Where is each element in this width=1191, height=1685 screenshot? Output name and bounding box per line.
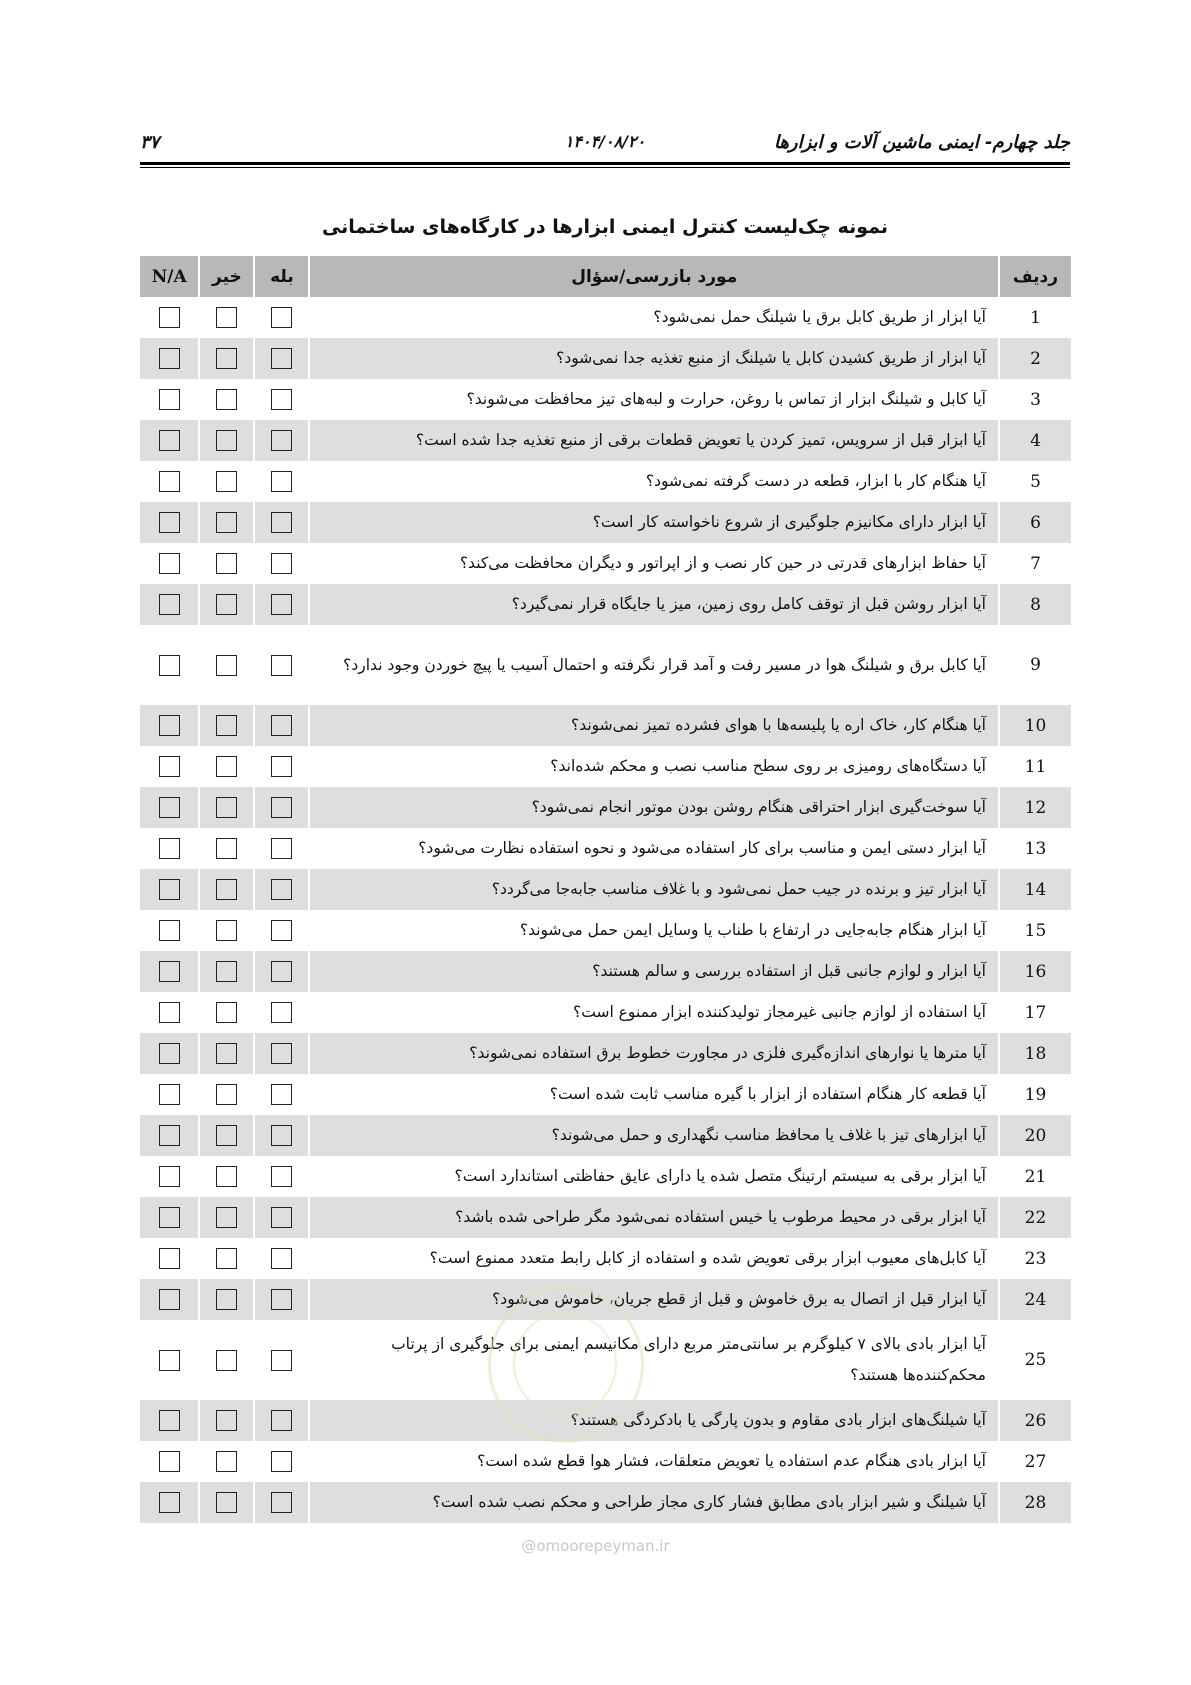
- row-number: 25: [999, 1320, 1071, 1400]
- cell-yes: [254, 1441, 309, 1482]
- cell-no: [199, 584, 254, 625]
- cell-na: [140, 951, 199, 992]
- checkbox-yes[interactable]: [271, 756, 292, 777]
- cell-no: [199, 625, 254, 705]
- row-number: 14: [999, 869, 1071, 910]
- question-text: آیا شیلنگ و شیر ابزار بادی مطابق فشار کاری مجاز طراحی و محکم نصب شده است؟: [309, 1482, 999, 1523]
- cell-no: [199, 338, 254, 379]
- row-number: 22: [999, 1197, 1071, 1238]
- cell-no: [199, 828, 254, 869]
- row-number: 19: [999, 1074, 1071, 1115]
- checkbox-no[interactable]: [216, 594, 237, 615]
- table-row: [140, 502, 1071, 543]
- cell-no: [199, 1115, 254, 1156]
- question-text: آیا دستگاه‌های رومیزی بر روی سطح مناسب نصب و محکم شده‌اند؟: [309, 746, 999, 787]
- cell-na: [140, 705, 199, 746]
- question-text: آیا کابل و شیلنگ ابزار از تماس با روغن، حرارت و لبه‌های تیز محافظت می‌شوند؟: [309, 379, 999, 420]
- row-number: 20: [999, 1115, 1071, 1156]
- checkbox-yes[interactable]: [271, 1125, 292, 1146]
- row-number: 28: [999, 1482, 1071, 1523]
- cell-no: [199, 951, 254, 992]
- cell-na: [140, 1197, 199, 1238]
- checkbox-na[interactable]: [159, 1002, 180, 1023]
- row-number: 3: [999, 379, 1071, 420]
- checkbox-na[interactable]: [159, 961, 180, 982]
- checkbox-yes[interactable]: [271, 1166, 292, 1187]
- cell-yes: [254, 869, 309, 910]
- page-number: ۳۷: [140, 132, 160, 153]
- checkbox-no[interactable]: [216, 655, 237, 676]
- cell-na: [140, 625, 199, 705]
- col-header-na: N/A: [140, 256, 199, 297]
- cell-na: [140, 787, 199, 828]
- question-text: آیا ابزار بادی بالای ۷ کیلوگرم بر سانتی‌متر مربع دارای مکانیسم ایمنی برای جلوگیری از پرتاب محکم‌کننده‌ها هستند؟: [309, 1320, 999, 1400]
- cell-na: [140, 543, 199, 584]
- checkbox-na[interactable]: [159, 838, 180, 859]
- checkbox-na[interactable]: [159, 1166, 180, 1187]
- checkbox-no[interactable]: [216, 838, 237, 859]
- cell-na: [140, 869, 199, 910]
- cell-yes: [254, 584, 309, 625]
- checkbox-na[interactable]: [159, 512, 180, 533]
- table-row: [140, 1197, 1071, 1238]
- cell-yes: [254, 910, 309, 951]
- cell-na: [140, 461, 199, 502]
- checkbox-na[interactable]: [159, 553, 180, 574]
- checkbox-no[interactable]: [216, 1207, 237, 1228]
- table-row: [140, 420, 1071, 461]
- cell-no: [199, 705, 254, 746]
- question-text: آیا ابزارهای تیز با غلاف یا محافظ مناسب نگهداری و حمل می‌شوند؟: [309, 1115, 999, 1156]
- cell-na: [140, 1156, 199, 1197]
- checkbox-yes[interactable]: [271, 430, 292, 451]
- cell-no: [199, 297, 254, 338]
- checkbox-yes[interactable]: [271, 655, 292, 676]
- checkbox-no[interactable]: [216, 797, 237, 818]
- checkbox-na[interactable]: [159, 1207, 180, 1228]
- checkbox-no[interactable]: [216, 1166, 237, 1187]
- row-number: 6: [999, 502, 1071, 543]
- cell-na: [140, 297, 199, 338]
- checkbox-na[interactable]: [159, 1410, 180, 1431]
- checkbox-yes[interactable]: [271, 389, 292, 410]
- cell-yes: [254, 787, 309, 828]
- book-title: جلد چهارم- ایمنی ماشین آلات و ابزارها: [773, 132, 1070, 153]
- row-number: 1: [999, 297, 1071, 338]
- header-date: ۱۴۰۴/۰۸/۲۰: [564, 132, 646, 151]
- cell-no: [199, 1197, 254, 1238]
- question-text: آیا قطعه کار هنگام استفاده از ابزار با گیره مناسب ثابت شده است؟: [309, 1074, 999, 1115]
- question-text: آیا سوخت‌گیری ابزار احتراقی هنگام روشن بودن موتور انجام نمی‌شود؟: [309, 787, 999, 828]
- checkbox-yes[interactable]: [271, 1084, 292, 1105]
- question-text: آیا هنگام کار، خاک اره یا پلیسه‌ها با هوای فشرده تمیز نمی‌شوند؟: [309, 705, 999, 746]
- checkbox-na[interactable]: [159, 430, 180, 451]
- checkbox-na[interactable]: [159, 715, 180, 736]
- row-number: 26: [999, 1400, 1071, 1441]
- checkbox-na[interactable]: [159, 1289, 180, 1310]
- cell-na: [140, 828, 199, 869]
- table-row: [140, 992, 1071, 1033]
- checkbox-yes[interactable]: [271, 553, 292, 574]
- checkbox-no[interactable]: [216, 1410, 237, 1431]
- question-text: آیا شیلنگ‌های ابزار بادی مقاوم و بدون پارگی یا بادکردگی هستند؟: [309, 1400, 999, 1441]
- question-text: آیا ابزار دارای مکانیزم جلوگیری از شروع ناخواسته کار است؟: [309, 502, 999, 543]
- checkbox-yes[interactable]: [271, 1451, 292, 1472]
- col-header-question: مورد بازرسی/سؤال: [309, 256, 999, 297]
- checkbox-no[interactable]: [216, 307, 237, 328]
- checkbox-yes[interactable]: [271, 307, 292, 328]
- checkbox-no[interactable]: [216, 471, 237, 492]
- cell-na: [140, 1441, 199, 1482]
- table-header-row: [140, 256, 1071, 297]
- cell-yes: [254, 746, 309, 787]
- cell-no: [199, 502, 254, 543]
- table-row: [140, 379, 1071, 420]
- cell-na: [140, 420, 199, 461]
- question-text: آیا ابزار برقی به سیستم ارتینگ متصل شده یا دارای عایق حفاظتی استاندارد است؟: [309, 1156, 999, 1197]
- checkbox-no[interactable]: [216, 1125, 237, 1146]
- cell-no: [199, 1400, 254, 1441]
- checkbox-yes[interactable]: [271, 348, 292, 369]
- cell-yes: [254, 1320, 309, 1400]
- cell-yes: [254, 1033, 309, 1074]
- cell-yes: [254, 1156, 309, 1197]
- row-number: 10: [999, 705, 1071, 746]
- cell-yes: [254, 502, 309, 543]
- checkbox-no[interactable]: [216, 879, 237, 900]
- checkbox-yes[interactable]: [271, 1248, 292, 1269]
- table-row: [140, 1400, 1071, 1441]
- checkbox-yes[interactable]: [271, 1410, 292, 1431]
- checkbox-no[interactable]: [216, 920, 237, 941]
- cell-na: [140, 502, 199, 543]
- question-text: آیا حفاظ ابزارهای قدرتی در حین کار نصب و از اپراتور و دیگران محافظت می‌کند؟: [309, 543, 999, 584]
- cell-na: [140, 1320, 199, 1400]
- cell-yes: [254, 1115, 309, 1156]
- cell-yes: [254, 461, 309, 502]
- table-row: [140, 951, 1071, 992]
- cell-na: [140, 746, 199, 787]
- cell-yes: [254, 951, 309, 992]
- checkbox-na[interactable]: [159, 471, 180, 492]
- row-number: 24: [999, 1279, 1071, 1320]
- checkbox-na[interactable]: [159, 594, 180, 615]
- checkbox-yes[interactable]: [271, 961, 292, 982]
- row-number: 2: [999, 338, 1071, 379]
- cell-no: [199, 787, 254, 828]
- table-row: [140, 910, 1071, 951]
- row-number: 9: [999, 625, 1071, 705]
- checkbox-no[interactable]: [216, 1043, 237, 1064]
- cell-no: [199, 1238, 254, 1279]
- checkbox-yes[interactable]: [271, 1207, 292, 1228]
- question-text: آیا ابزار و لوازم جانبی قبل از استفاده بررسی و سالم هستند؟: [309, 951, 999, 992]
- checkbox-na[interactable]: [159, 1125, 180, 1146]
- checkbox-no[interactable]: [216, 1248, 237, 1269]
- table-row: [140, 787, 1071, 828]
- col-header-no: خیر: [199, 256, 254, 297]
- checkbox-na[interactable]: [159, 879, 180, 900]
- cell-yes: [254, 1074, 309, 1115]
- checkbox-no[interactable]: [216, 430, 237, 451]
- cell-na: [140, 1238, 199, 1279]
- cell-no: [199, 1074, 254, 1115]
- cell-no: [199, 1279, 254, 1320]
- watermark-site: @omoorepeyman.ir: [521, 1537, 670, 1555]
- cell-yes: [254, 379, 309, 420]
- row-number: 18: [999, 1033, 1071, 1074]
- cell-no: [199, 1320, 254, 1400]
- checkbox-no[interactable]: [216, 756, 237, 777]
- row-number: 27: [999, 1441, 1071, 1482]
- checkbox-no[interactable]: [216, 553, 237, 574]
- cell-na: [140, 584, 199, 625]
- checkbox-na[interactable]: [159, 920, 180, 941]
- checkbox-na[interactable]: [159, 1248, 180, 1269]
- table-row: [140, 461, 1071, 502]
- running-header: [140, 128, 1070, 158]
- cell-no: [199, 869, 254, 910]
- row-number: 13: [999, 828, 1071, 869]
- cell-no: [199, 543, 254, 584]
- cell-no: [199, 461, 254, 502]
- checkbox-no[interactable]: [216, 1451, 237, 1472]
- table-row: [140, 1033, 1071, 1074]
- table-row: [140, 705, 1071, 746]
- question-text: آیا ابزار برقی در محیط مرطوب یا خیس استفاده نمی‌شود مگر طراحی شده باشد؟: [309, 1197, 999, 1238]
- checkbox-na[interactable]: [159, 348, 180, 369]
- table-row: [140, 1279, 1071, 1320]
- question-text: آیا کابل‌های معیوب ابزار برقی تعویض شده و استفاده از کابل رابط متعدد ممنوع است؟: [309, 1238, 999, 1279]
- row-number: 11: [999, 746, 1071, 787]
- cell-no: [199, 379, 254, 420]
- cell-no: [199, 1441, 254, 1482]
- checkbox-na[interactable]: [159, 1084, 180, 1105]
- checkbox-yes[interactable]: [271, 1492, 292, 1513]
- cell-no: [199, 1156, 254, 1197]
- table-row: [140, 543, 1071, 584]
- cell-yes: [254, 625, 309, 705]
- cell-no: [199, 420, 254, 461]
- cell-na: [140, 1482, 199, 1523]
- table-row: [140, 869, 1071, 910]
- checkbox-yes[interactable]: [271, 512, 292, 533]
- cell-na: [140, 1074, 199, 1115]
- cell-yes: [254, 1238, 309, 1279]
- cell-na: [140, 1400, 199, 1441]
- cell-yes: [254, 828, 309, 869]
- checkbox-yes[interactable]: [271, 797, 292, 818]
- cell-yes: [254, 338, 309, 379]
- checkbox-yes[interactable]: [271, 1002, 292, 1023]
- row-number: 8: [999, 584, 1071, 625]
- cell-yes: [254, 1400, 309, 1441]
- table-title: نمونه چک‌لیست کنترل ایمنی ابزارها در کارگاه‌های ساختمانی: [321, 216, 889, 238]
- checkbox-no[interactable]: [216, 961, 237, 982]
- checkbox-no[interactable]: [216, 715, 237, 736]
- header-rule-thick: [140, 162, 1070, 165]
- row-number: 17: [999, 992, 1071, 1033]
- checkbox-na[interactable]: [159, 756, 180, 777]
- checkbox-yes[interactable]: [271, 715, 292, 736]
- table-row: [140, 828, 1071, 869]
- question-text: آیا ابزار روشن قبل از توقف کامل روی زمین، میز یا جایگاه قرار نمی‌گیرد؟: [309, 584, 999, 625]
- row-number: 16: [999, 951, 1071, 992]
- checkbox-yes[interactable]: [271, 1350, 292, 1371]
- question-text: آیا ابزار دستی ایمن و مناسب برای کار استفاده می‌شود و نحوه استفاده نظارت می‌شود؟: [309, 828, 999, 869]
- question-text: آیا ابزار قبل از اتصال به برق خاموش و قبل از قطع جریان، خاموش می‌شود؟: [309, 1279, 999, 1320]
- table-body: [140, 297, 1071, 1523]
- checkbox-na[interactable]: [159, 1492, 180, 1513]
- cell-na: [140, 338, 199, 379]
- checkbox-na[interactable]: [159, 389, 180, 410]
- cell-yes: [254, 992, 309, 1033]
- checkbox-no[interactable]: [216, 1350, 237, 1371]
- table-row: [140, 338, 1071, 379]
- cell-yes: [254, 297, 309, 338]
- table-row: [140, 297, 1071, 338]
- row-number: 12: [999, 787, 1071, 828]
- question-text: آیا ابزار بادی هنگام عدم استفاده یا تعویض متعلقات، فشار هوا قطع شده است؟: [309, 1441, 999, 1482]
- cell-na: [140, 992, 199, 1033]
- row-number: 15: [999, 910, 1071, 951]
- checkbox-no[interactable]: [216, 389, 237, 410]
- question-text: آیا ابزار از طریق کشیدن کابل یا شیلنگ از منبع تغذیه جدا نمی‌شود؟: [309, 338, 999, 379]
- cell-na: [140, 1033, 199, 1074]
- cell-yes: [254, 705, 309, 746]
- table-row: [140, 1482, 1071, 1523]
- checkbox-yes[interactable]: [271, 594, 292, 615]
- checkbox-no[interactable]: [216, 512, 237, 533]
- col-header-yes: بله: [254, 256, 309, 297]
- checkbox-yes[interactable]: [271, 920, 292, 941]
- question-text: آیا ابزار از طریق کابل برق یا شیلنگ حمل نمی‌شود؟: [309, 297, 999, 338]
- table-row: [140, 625, 1071, 705]
- cell-yes: [254, 1279, 309, 1320]
- cell-yes: [254, 1482, 309, 1523]
- checkbox-no[interactable]: [216, 1084, 237, 1105]
- cell-yes: [254, 1197, 309, 1238]
- table-row: [140, 746, 1071, 787]
- checkbox-na[interactable]: [159, 797, 180, 818]
- table-row: [140, 1320, 1071, 1400]
- row-number: 23: [999, 1238, 1071, 1279]
- checkbox-yes[interactable]: [271, 471, 292, 492]
- question-text: آیا کابل برق و شیلنگ هوا در مسیر رفت و آمد قرار نگرفته و احتمال آسیب یا پیچ خوردن وجود ندارد؟: [309, 625, 999, 705]
- checkbox-na[interactable]: [159, 1043, 180, 1064]
- question-text: آیا هنگام کار با ابزار، قطعه در دست گرفته نمی‌شود؟: [309, 461, 999, 502]
- checkbox-no[interactable]: [216, 1002, 237, 1023]
- row-number: 7: [999, 543, 1071, 584]
- header-rule-thin: [140, 167, 1070, 168]
- checkbox-yes[interactable]: [271, 838, 292, 859]
- checkbox-na[interactable]: [159, 307, 180, 328]
- checkbox-yes[interactable]: [271, 1043, 292, 1064]
- table-row: [140, 1238, 1071, 1279]
- question-text: آیا استفاده از لوازم جانبی غیرمجاز تولیدکننده ابزار ممنوع است؟: [309, 992, 999, 1033]
- checkbox-no[interactable]: [216, 1492, 237, 1513]
- checkbox-yes[interactable]: [271, 879, 292, 900]
- cell-no: [199, 746, 254, 787]
- checkbox-na[interactable]: [159, 1451, 180, 1472]
- cell-yes: [254, 420, 309, 461]
- table-row: [140, 1441, 1071, 1482]
- row-number: 4: [999, 420, 1071, 461]
- checklist-table-container: [140, 256, 1071, 1523]
- cell-na: [140, 910, 199, 951]
- question-text: آیا ابزار قبل از سرویس، تمیز کردن یا تعویض قطعات برقی از منبع تغذیه جدا شده است؟: [309, 420, 999, 461]
- table-row: [140, 1074, 1071, 1115]
- cell-no: [199, 910, 254, 951]
- question-text: آیا ابزار هنگام جابه‌جایی در ارتفاع با طناب یا وسایل ایمن حمل می‌شوند؟: [309, 910, 999, 951]
- cell-no: [199, 1482, 254, 1523]
- question-text: آیا مترها یا نوارهای اندازه‌گیری فلزی در مجاورت خطوط برق استفاده نمی‌شوند؟: [309, 1033, 999, 1074]
- cell-yes: [254, 543, 309, 584]
- table-row: [140, 1156, 1071, 1197]
- checkbox-yes[interactable]: [271, 1289, 292, 1310]
- checkbox-no[interactable]: [216, 348, 237, 369]
- row-number: 5: [999, 461, 1071, 502]
- cell-no: [199, 992, 254, 1033]
- question-text: آیا ابزار تیز و برنده در جیب حمل نمی‌شود و با غلاف مناسب جابه‌جا می‌گردد؟: [309, 869, 999, 910]
- checkbox-na[interactable]: [159, 1350, 180, 1371]
- cell-na: [140, 1115, 199, 1156]
- cell-na: [140, 379, 199, 420]
- checkbox-no[interactable]: [216, 1289, 237, 1310]
- checkbox-na[interactable]: [159, 655, 180, 676]
- table-row: [140, 1115, 1071, 1156]
- checklist-table: [140, 256, 1071, 1523]
- cell-na: [140, 1279, 199, 1320]
- col-header-row: ردیف: [999, 256, 1071, 297]
- row-number: 21: [999, 1156, 1071, 1197]
- cell-no: [199, 1033, 254, 1074]
- table-row: [140, 584, 1071, 625]
